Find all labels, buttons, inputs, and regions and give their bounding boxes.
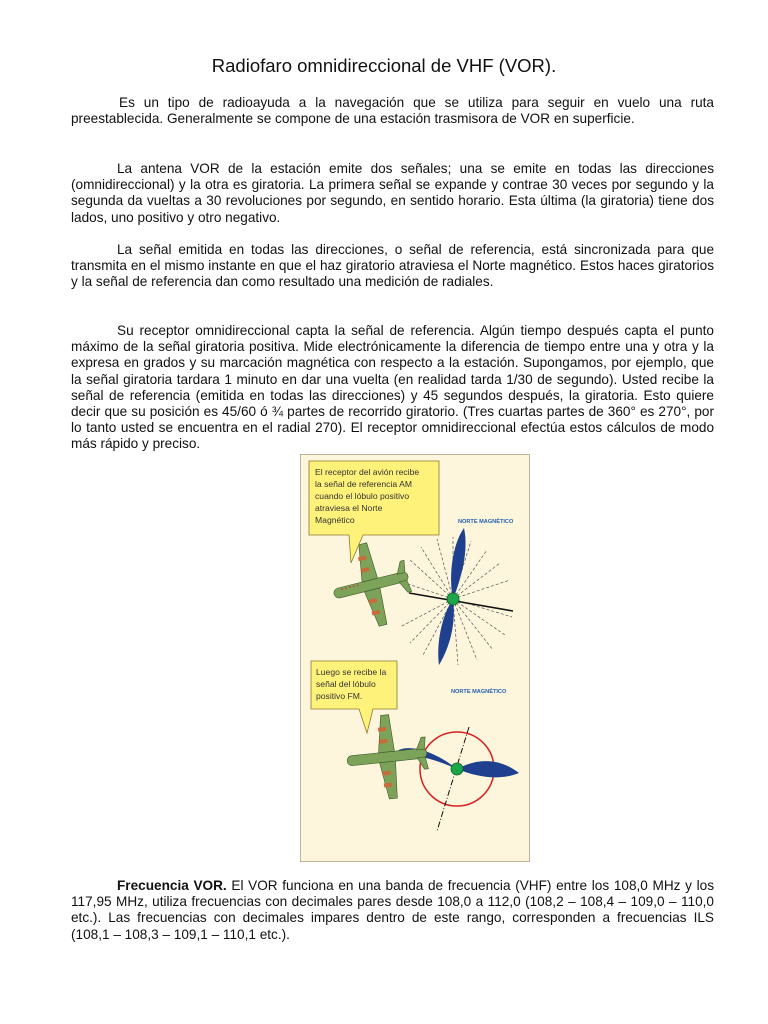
document-title: Radiofaro omnidireccional de VHF (VOR). bbox=[211, 55, 557, 76]
callout-bottom-line-3: positivo FM. bbox=[316, 691, 363, 701]
frequency-body: El VOR funciona en una banda de frecuencia (VHF) entre los 108,0 MHz y los 117,95 MHz, utiliza frecuencias con decimales pares desde 108,0 a 112,0 (108,2 – 108,4 – 109,0 – 110,0 etc.). Las frecuencias con decimales impares dentro de este rango, corresponden a frecuencias ILS (108,1 – 108,3 – 109,1 – 110,1 etc.). bbox=[71, 878, 715, 942]
vor-station-icon-bottom bbox=[451, 763, 463, 775]
callout-top-line-5: Magnético bbox=[315, 515, 355, 525]
rotating-beam-top-lower bbox=[438, 599, 454, 665]
paragraph-frequency bbox=[71, 878, 714, 943]
paragraph-reference-signal: La señal emitida en todas las direcciones, o señal de referencia, está sincronizada para que transmita en el mismo instante en que el haz giratorio atraviesa el Norte magnético. Estos haces giratorios y la señal de referencia dan como resultado una medición de radiales. bbox=[71, 242, 714, 290]
north-label-top: NORTE MAGNÉTICO bbox=[458, 519, 514, 525]
callout-top-line-3: cuando el lóbulo positivo bbox=[315, 491, 410, 501]
vor-diagram bbox=[301, 455, 530, 862]
north-line bbox=[437, 727, 469, 831]
rotating-beam-bottom bbox=[457, 761, 519, 777]
aircraft-icon bbox=[324, 535, 418, 635]
vor-diagram-figure bbox=[300, 454, 530, 862]
frequency-heading: Frecuencia VOR. bbox=[117, 878, 227, 893]
vor-station-icon bbox=[447, 593, 459, 605]
paragraph-antenna: La antena VOR de la estación emite dos señales; una se emite en todas las direcciones (omnidireccional) y la otra es giratoria. La primera señal se expande y contrae 30 veces por segundo y la segunda da vueltas a 30 revoluciones por segundo, en sentido horario. Esta última (la giratoria) tiene dos lados, uno positivo y otro negativo. bbox=[71, 161, 714, 225]
callout-top-line-1: El receptor del avión recibe bbox=[315, 467, 420, 477]
callout-top-line-2: la señal de referencia AM bbox=[315, 479, 412, 489]
aircraft-icon-bottom bbox=[343, 711, 431, 803]
callout-bottom-line-2: señal del lóbulo bbox=[316, 679, 376, 689]
callout-bottom-line-1: Luego se recibe la bbox=[316, 667, 387, 677]
paragraph-receiver: Su receptor omnidireccional capta la señal de referencia. Algún tiempo después capta el punto máximo de la señal giratoria positiva. Mide electrónicamente la diferencia de tiempo entre una y otra y la expresa en grados y su marcación magnética con respecto a la estación. Supongamos, por ejemplo, que la señal giratoria tardara 1 minuto en dar una vuelta (en realidad tarda 1/30 de segundo). Usted recibe la señal de referencia (emitida en todas las direcciones) y 45 segundos después, la giratoria. Esto quiere decir que su posición es 45/60 ó ¾ partes de recorrido giratorio. (Tres cuartas partes de 360° es 270°, por lo tanto usted se encuentra en el radial 270). El receptor omnidireccional efectúa estos cálculos de modo más rápido y preciso. bbox=[71, 323, 714, 452]
callout-top-line-4: atraviesa el Norte bbox=[315, 503, 383, 513]
signal-line-top bbox=[409, 593, 513, 611]
north-label-bottom: NORTE MAGNÉTICO bbox=[451, 689, 507, 695]
paragraph-intro: Es un tipo de radioayuda a la navegación que se utiliza para seguir en vuelo una ruta preestablecida. Generalmente se compone de una estación trasmisora de VOR en superficie. bbox=[71, 95, 714, 127]
